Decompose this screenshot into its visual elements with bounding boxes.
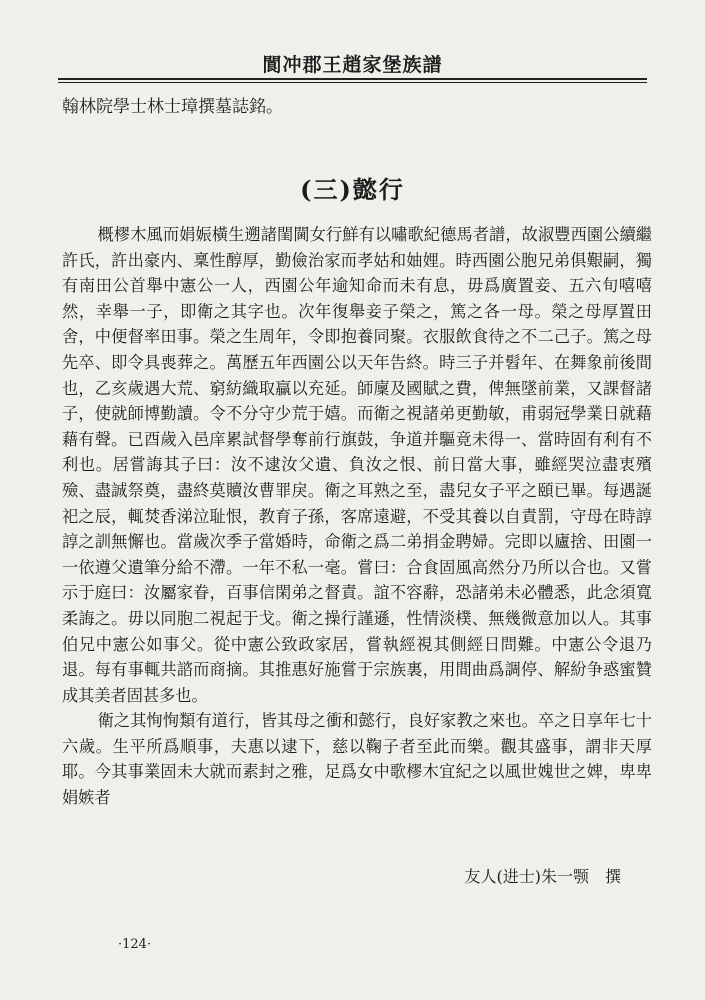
intro-line: 翰林院學士林士璋撰墓誌銘。 [62,97,283,117]
paragraph-1: 概樛木風而娟娠橫生遡諸閨閫女行鮮有以嘯歌紀德馬者譜，故淑豐西園公續繼許氏，許出豪内、稟性醇厚，勤儉治家而孝姑和妯娌。時西園公胞兄弟俱艱嗣，獨有南田公首舉中憲公一人，西園公年逾知命而未有息，毋爲廣置妾、五六旬嘻嘻然，幸舉一子，即衛之其字也。次年復舉妾子榮之，篤之各一母。榮之母厚置田舍，中便督率田事。榮之生周年，令即抱養同聚。衣服飲食待之不二己子。篤之母先卒、即令具喪葬之。萬歷五年西園公以天年告終。時三子并髫年、在舞象前後間也，乙亥歲遇大荒、窮紡織取贏以充延。師廩及國賦之費，俾無墜前業，又課督諸子，使就師博勤讀。令不分守少荒于嬉。而衛之視諸弟更勤敏，甫弱冠學業日就藉藉有聲。已酉歲入邑庠累試督學奪前行旗鼓，争道并驅竟未得一、當時固有利有不利也。居嘗誨其子曰：汝不逮汝父遺、負汝之恨、前日當大事，雖經哭泣盡衷殯殮、盡誠祭奠，盡終莫贖汝曹罪戾。衛之耳熟之至，盡兒女子平之頤已畢。每遇誕祀之辰，輒焚香涕泣耻恨，教育子孫，客席遠避，不受其養以自責罰，守母在時諄諄之訓無懈也。當歲次季子當婚時，命衛之爲二弟捐金聘婦。完即以廬捨、田園一一依遵父遺筆分給不滯。一年不私一毫。嘗曰：合食固風高然分乃所以合也。又嘗示于庭曰：汝屬家眷，百事信閑弟之督責。誼不容辭，恐諸弟未必體悉，此念須寬柔誨之。毋以同胞二視起于戈。衛之操行謹遜，性情淡樸、無幾微意加以人。其事伯兄中憲公如事父。從中憲公致政家居，嘗執經視其側經日問難。中憲公令退乃退。每有事輒共諮而商摘。其推惠好施嘗于宗族裏，用間曲爲調停、解紛争惑蜜贊成其美者固甚多也。 [62,225,652,705]
section-heading: (三)懿行 [300,175,405,204]
header-rule-thick [58,78,647,80]
author-signature: 友人(进士)朱一颚 撰 [464,867,621,886]
body-text [62,222,652,811]
header-rule-thin [58,82,647,83]
book-title: 閬冲郡王趙家堡族譜 [262,54,443,76]
paragraph-2: 衛之其恂恂類有道行，皆其母之衝和懿行，良好家教之來也。卒之日享年七十六歲。生平所爲順事，夫惠以逮下，慈以鞠子者至此而樂。觀其盛事，謂非天厚耶。今其事業固未大就而素封之雅，足爲女中歌樛木宜紀之以風世媿世之婢，卑卑娟嫉者 [62,711,652,808]
page-number: ·124· [118,937,152,952]
